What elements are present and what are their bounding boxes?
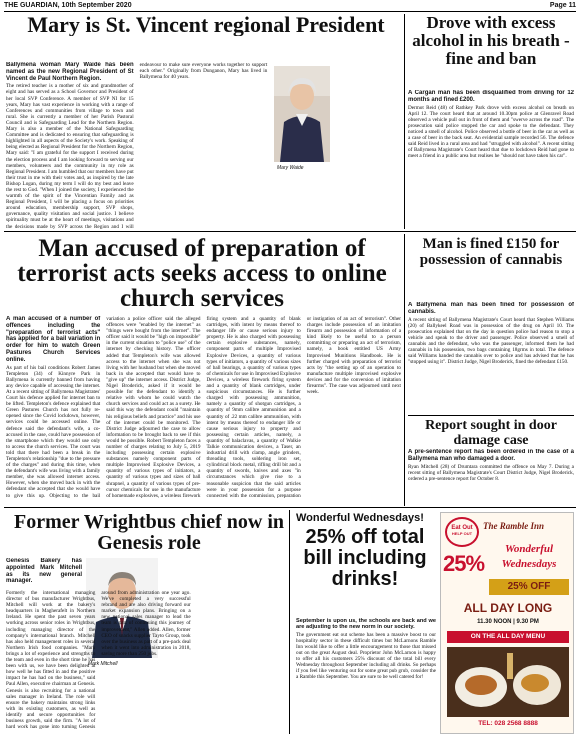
poster-all-day: ALL DAY LONG (463, 601, 553, 615)
article-terror-headline: Man accused of preparation of terrorist acts seeks access to online church services (17, 236, 387, 311)
article-drink-drive-headline: Drove with excess alcohol in his breath - fine and ban (412, 14, 570, 68)
article-door-body (408, 449, 574, 505)
column-rule (404, 14, 405, 229)
page-number: Page 11 (549, 2, 576, 9)
ad-copy (296, 618, 436, 733)
article-door-lead: A pre-sentence report has been ordered in the case of a Ballymena man who damaged a door. (408, 449, 574, 462)
ad-kicker: Wonderful Wednesdays! (296, 512, 424, 524)
poster-off-banner: 25% OFF (489, 579, 569, 595)
poster-big-percent: 25% (443, 551, 485, 576)
poster-menu-banner: ON THE ALL DAY MENU (447, 631, 569, 643)
eat-out-logo: Eat Out HELP OUT (445, 517, 479, 547)
ad-lead: September is upon us, the schools are back and we are adjusting to the new norm in our society. (296, 618, 436, 631)
ad-text: The government eat out scheme has been a massive boost to our hospitality sector in these difficult times but McLarnons Ramble Inn would like to offer a little encouragement to those that missed out on the great August deal. Proprietor John McLarnon is happy to offer all his customers 25% discount of the total bill every Wednesday throughout September including all drinks. So perhaps if you feel like venturing out for some great pub grub, consider the a Ramble this September. You are sure to be well catered for! (296, 631, 436, 681)
poster-hours: 11.30 NOON | 9.30 PM (477, 619, 539, 625)
article-mary-body (6, 62, 401, 232)
page-header (4, 2, 576, 12)
article-wrightbus-text: Formerly the international managing director of bus manufacturer Wrightbus, Mitchell will work at the bakery's headquarters in Magherafelt in Northern Ireland. He spent the past seven years working across senior roles in Wrightbus, including managing director of the company's international branch. Mitchell has also held management roles in several Northern Irish food companies. "Mark brings a lot of experience and strengths to the team and even in the short time he has been with us, we have been delighted at how well he has fitted in and the positive impact he has had on the business," said Paul Allen, executive chairman at Genesis. Genesis is also recruiting for a national sales manager in Ireland. The role will ensure the bakery maintains strong links with its existing customers, as well as identify and secure opportunities for business growth, said the firm. "A lot of hard work has gone into turning Genesis around from administration one year ago. We've completed a very successful rebrand and are also driving forward our market expansion plans. Bringing on a new national sales manager to lead the team is part of continuing this journey of improvement," Allen added. Allen, former CEO of snacks supplier Tayto Group, took over the business as part of a pre-pack deal when it went into administration in 2018, saving more than 250 jobs. (6, 590, 191, 731)
article-terror-text: As part of his bail conditions Robert James Templeton (34) of Kinnyre Park in Ballymena is currently banned from having any device capable of accessing the internet. At a recent sitting of Ballymena Magistrates' Court his defence applied for internet ban to be lifted. Templeton's defence explained that Green Pastures Church has not fully re-opened since the Covid lockdown, however, services could be accessed online. The defence said the defendant's wife, a co-accused in the case, could have possession of the smartphone which they would use only to access the church services. The court was told that there had been a break in the Templeton's relationship "due to the pressure of the charges" and during this time, when the defendant's wife was living with a family member, she was allowed internet access. However, when she moved back in with the defendant she accepted that she would have to give this up. Objecting to the bail variation a police officer said the alleged offences were "enabled by the internet" as "things were bought from the internet". The officer said it would be "high on impossible" in the current situation to "police use" of the internet by checking history. The officer added that Templeton's wife was allowed access to the internet when she was not living with her husband but when she moved back in she accepted that would have to "give up" the internet access. District Judge, Nigel Broderick, asked if it would be possible for the defendant to identify a relative with whom he could watch the church services and could act as a surety. He said this way the defendant could "maintain his religious beliefs and practice" and his use of the internet could be monitored. The District Judge adjourned the case to allow information to be brought back to see if this would be possible. Robert Templeton faces a number of charges relating to July 5, 2019 including possessing certain explosive substances namely component parts of multiple Improvised Explosive Devices, a quantity of various types of initiators, a quantity of various types and sizes of ball shrapnel, a quantity of various types of pre-cursor chemicals for use in the manufacture of homemade explosives, a wireless firework firing system and a quantity of blank cartridges, with intent by means thereof to endanger life or cause serious injury to property. He is also charged with possessing certain explosive substances, namely, component parts of multiple Improvised Explosive Devices, a quantity of various types of initiators, a quantity of various sizes of ball bearings, a quantity of various types of chemicals for use in Improvised Explosive Devices, a wireless firework firing system and a quantity of blank cartridges, under suspicious circumstances. He is further charged with possessing ammunition, namely a quantity of shotgun cartridges, a quantity of 9mm calibre ammunition and a quantity of .22 mm calibre ammunition, with intent by means thereof to endanger life or cause serious injury to property and possessing certain articles, namely, a quantity of balaclavas, a quantity of Walkie Talkie communication devices, a Taser, an industrial drill with clamp, angle grinders, threading tools, soldering iron set, cylindrical block metal, rifling drill bit and a quantity of swords, knives and axes "in circumstances which give rise to a reasonable suspicion that the said articles were in your possession for a purpose connected with the commission, preparation or instigation of an act of terrorism". Other charges include possession of an imitation firearm and possession of information of a kind likely to be useful to a person committing or preparing an act of terrorism, namely, a book entitled US Army Improvised Munitions Handbook. He is further charged with preparation of terrorist acts by "the setting up of an operation to manufacture multiple improvised explosive devices and for the conversion of imitation firearms". The case was adjourned until next week. (6, 316, 401, 499)
article-wrightbus-headline: Former Wrightbus chief now in Genesis role (13, 512, 284, 554)
column-rule (404, 234, 405, 506)
article-cannabis-headline: Man is fined £150 for possession of cannabis (419, 236, 563, 268)
article-door-headline: Report sought in door damage case (425, 418, 557, 448)
article-cannabis-body (408, 302, 574, 414)
article-mary-lead: Ballymena woman Mary Waide has been named as the new Regional President of St Vincent de Paul Northern Region. (6, 62, 134, 82)
poster-wonderful: Wonderful (504, 543, 554, 555)
article-cannabis-lead: A Ballymena man has been fined for possession of cannabis. (408, 302, 574, 315)
advert-ramble-inn (292, 510, 576, 735)
article-drink-drive-text: Dermot Reid (48) of Rathkey Park drove with excess alcohol on breath on April 12. The court heard that at around 10.30pm police at Glenravel Road observed a vehicle pull out in front of them and "swerve across the road". The prosecution said police stopped the car and spoke to the defendant. They noticed a smell of alcohol. Police observed a bottle of beer in the car as well as a case of beer in the back seat. An evidential sample recorded 56. The defence said Reid lived in a rural area and had "struggled with alcohol". A recent sitting of Ballymena Magistrate's Court heard that due to lockdown Reid had gone to meet a friend in a public area but realises he "should not have taken his car". (408, 104, 574, 160)
ad-headline: 25% off total bill including drinks! (303, 526, 427, 590)
article-drink-drive-body (408, 90, 574, 230)
article-cannabis-text: A recent sitting of Ballymena Magistrate's Court heard that Stephen Williams (20) of Ballykeel Road was in possession of the drug on April 10. The prosecution explained that on the day in question police had reason to stop a vehicle and speak to the driver and passenger. Police observed a smell of cannabis and the defendant, who was the passenger, informed them he had cannabis in his possession, two bags containing 18grms in total. The defence said Williams handed the cannabis over to police and has advised that he has "stopped using it". District Judge, Nigel Broderick, fined the defendant £150. (408, 316, 574, 366)
ad-poster (440, 512, 574, 734)
article-wrightbus-lead: Genesis Bakery has appointed Mark Mitchell as its new general manager. (6, 558, 82, 585)
article-terror-body (6, 316, 401, 504)
article-wrightbus-body (6, 590, 286, 734)
article-door-text: Ryan Mitchell (28) of Drumtara committed the offence on May 7. During a recent sitting of Ballymena Magistrate's Court District Judge, Nigel Broderick, ordered a pre-sentence report for October 8. (408, 463, 574, 482)
section-rule (4, 231, 576, 232)
mary-waide-caption: Mary Waide (277, 165, 304, 171)
mary-waide-photo (274, 66, 330, 162)
food-photo (447, 647, 569, 717)
article-terror-lead: A man accused of a number of offences including the "preparation of terrorist acts" has applied for a bail variation in order for him to watch Green Pastures Church Services online. (6, 316, 101, 363)
poster-wednesdays: Wednesdays (501, 558, 557, 570)
article-mary-text: The retired teacher is a mother of six and grandmother of eight and has served as a School Governor and President of her local SVP Conference. A member of SVP NI for 15 years, Mary has vast experience in working with a range of Conferences and communities from village to town and rural. She is currently a member of her Parish Pastoral Council and is Safeguarding Lead for the Northern Region. Mary is also a member of the National Safeguarding Committee and is dedicated to ensuring that safeguarding is highlighted in all aspects of the Society's work. Speaking of being elected as Regional President for the Northern Region, Mary said: "I am grateful for the support I received during the election process and I am looking forward to serving our members, volunteers and the community in my role as Regional President. I am humbled that our members have put their trust in me with their votes and, as inspired by the late Bishop Logan, during my term I will do my best and leave the rest to God. "When I joined the society, I experienced the warmth of the spirit of the Vincentian Family and as Regional President, I will be placing a focus on priorities around education, membership support, SVP shops, governance, quality visitation and social justice. I believe spirituality must be at the heart of meetings, visitations and the decisions made by SVP across the Region and I will endeavour to make sure everyone works together to support each other." Originally from Dunganon, Mary has lived in Ballymena for 40 years. (6, 62, 268, 230)
mark-mitchell-caption: Mark Mitchell (88, 661, 118, 667)
section-rule (408, 415, 574, 416)
article-mary-headline: Mary is St. Vincent regional President (27, 13, 385, 36)
article-drink-drive-lead: A Cargan man has been disqualified from driving for 12 months and fined £200. (408, 90, 574, 103)
inn-name: The Ramble Inn (483, 521, 545, 531)
section-rule (4, 507, 576, 508)
poster-phone: TEL: 028 2568 8888 (478, 720, 538, 727)
masthead-date: THE GUARDIAN, 10th September 2020 (4, 2, 132, 9)
column-rule (289, 510, 290, 734)
